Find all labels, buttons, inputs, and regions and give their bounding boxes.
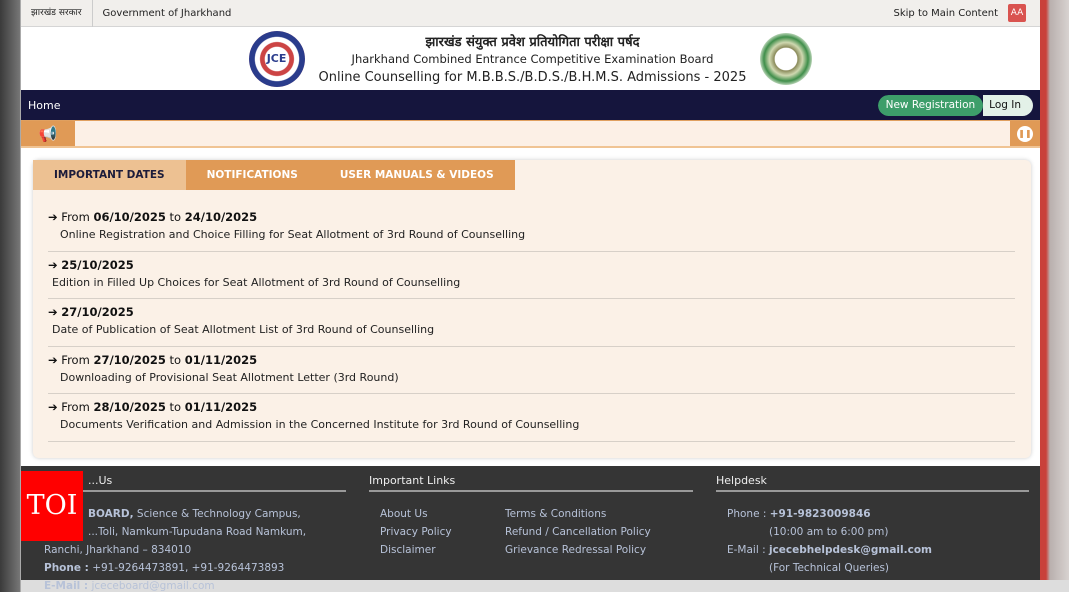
privacy-policy-link[interactable]: Privacy Policy xyxy=(380,526,452,538)
page-subtitle: Online Counselling for M.B.B.S./B.D.S./B.H.M.S. Admissions - 2025 xyxy=(318,70,747,85)
main-nav xyxy=(21,90,1040,120)
helpdesk-hours: (10:00 am to 6:00 pm) xyxy=(769,526,889,538)
grievance-policy-link[interactable]: Grievance Redressal Policy xyxy=(505,544,647,556)
address-line: Ranchi, Jharkhand – 834010 xyxy=(44,544,192,556)
address-line-1: BOARD, Science & Technology Campus, xyxy=(88,508,301,520)
list-item: ➔ 27/10/2025 Date of Publication of Seat Allotment List of 3rd Round of Counselling xyxy=(48,299,1015,347)
helpdesk-email-link[interactable]: jcecebhelpdesk@gmail.com xyxy=(768,544,932,556)
board-name: BOARD, xyxy=(88,508,134,520)
tab-bar xyxy=(33,160,1031,190)
new-registration-button[interactable]: New Registration xyxy=(878,95,984,116)
site-footer: ...Us BOARD, Science & Technology Campus, ...Toli, Namkum-Tupudana Road Namkum, Ranchi, Jharkhand – 834010 Phone : +91-9264473891, +91-9264473893 E-Mail : jceceboard@gmail.com Important Links About Us Privacy Policy Disclaimer Terms & Conditions Refund / Cancellation Policy Grievance Redressal Policy Helpdesk Phone : +91-9823009846 (10:00 am to 6:00 pm) E-Mail : jcecebhelpdesk@gmail.com (For Technical Queries) xyxy=(21,466,1040,580)
disclaimer-link[interactable]: Disclaimer xyxy=(380,544,436,556)
list-item: ➔ From 06/10/2025 to 24/10/2025 Online Registration and Choice Filling for Seat Allotment of 3rd Round of Counselling xyxy=(48,204,1015,252)
title-english: Jharkhand Combined Entrance Competitive Examination Board xyxy=(351,52,714,66)
date-description: Documents Verification and Admission in the Concerned Institute for 3rd Round of Counselling xyxy=(60,418,580,431)
title-hindi: झारखंड संयुक्त प्रवेश प्रतियोगिता परीक्षा पर्षद xyxy=(425,35,640,50)
links-heading: Important Links xyxy=(369,474,693,492)
jharkhand-govt-hindi: झारखंड सरकार xyxy=(21,0,93,27)
arrow-right-icon: ➔ xyxy=(48,305,58,319)
arrow-right-icon: ➔ xyxy=(48,210,58,224)
arrow-right-icon: ➔ xyxy=(48,400,58,414)
logo-text: JCE xyxy=(266,52,287,65)
announcement-bar xyxy=(21,120,1040,148)
government-link[interactable]: Government of Jharkhand xyxy=(102,7,232,19)
background-edge xyxy=(1040,0,1069,580)
page xyxy=(21,0,1040,592)
about-us-link[interactable]: About Us xyxy=(380,508,428,520)
login-button[interactable]: Log In xyxy=(983,95,1033,116)
tab-important-dates[interactable]: IMPORTANT DATES xyxy=(33,160,186,190)
list-item: ➔ From 28/10/2025 to 01/11/2025 Documents Verification and Admission in the Concerned Institute for 3rd Round of Counselling xyxy=(48,394,1015,442)
important-dates-list xyxy=(33,190,1031,442)
pause-button[interactable] xyxy=(1010,121,1040,146)
toi-watermark-logo: TOI xyxy=(21,471,83,541)
date-description: Edition in Filled Up Choices for Seat Allotment of 3rd Round of Counselling xyxy=(52,275,461,289)
date-description: Online Registration and Choice Filling for Seat Allotment of 3rd Round of Counselling xyxy=(60,228,526,241)
terms-link[interactable]: Terms & Conditions xyxy=(505,508,607,520)
jceceb-logo xyxy=(249,31,305,87)
arrow-right-icon: ➔ xyxy=(48,257,58,272)
tab-user-manuals[interactable]: USER MANUALS & VIDEOS xyxy=(319,160,515,190)
contact-heading: ...Us xyxy=(44,474,346,492)
top-bar xyxy=(21,0,1040,27)
refund-policy-link[interactable]: Refund / Cancellation Policy xyxy=(505,526,651,538)
tab-notifications[interactable]: NOTIFICATIONS xyxy=(186,160,319,190)
jharkhand-emblem xyxy=(760,33,812,85)
info-panel xyxy=(33,160,1031,458)
arrow-right-icon: ➔ xyxy=(48,352,58,367)
site-header xyxy=(21,27,1040,90)
helpdesk-heading: Helpdesk xyxy=(716,474,1029,492)
helpdesk-note: (For Technical Queries) xyxy=(769,562,890,574)
skip-to-main-content-link[interactable]: Skip to Main Content xyxy=(893,7,998,19)
list-item: ➔ 25/10/2025 Edition in Filled Up Choices for Seat Allotment of 3rd Round of Counselling xyxy=(48,252,1015,300)
font-size-button[interactable]: AA xyxy=(1008,4,1026,22)
nav-home[interactable]: Home xyxy=(28,98,61,112)
date-description: Date of Publication of Seat Allotment List of 3rd Round of Counselling xyxy=(52,323,435,336)
list-item: ➔ From 27/10/2025 to 01/11/2025 Downloading of Provisional Seat Allotment Letter (3rd Round) xyxy=(48,347,1015,395)
date-description: Downloading of Provisional Seat Allotment Letter (3rd Round) xyxy=(60,370,399,384)
pause-icon: ❚❚ xyxy=(1017,126,1033,142)
megaphone-icon: 📢 xyxy=(21,121,75,146)
address-line: ...Toli, Namkum-Tupudana Road Namkum, xyxy=(88,526,307,538)
